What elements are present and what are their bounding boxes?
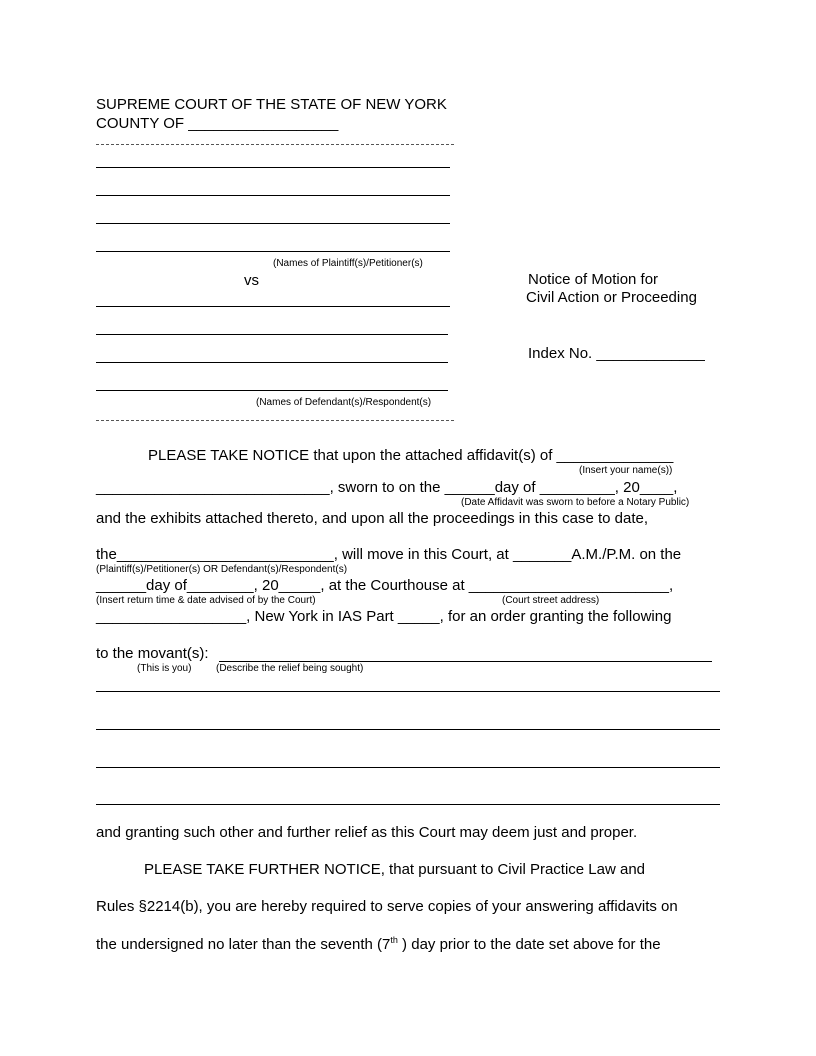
notice-paragraph-line-1: PLEASE TAKE NOTICE that upon the attached affidavit(s) of ______________	[148, 447, 674, 464]
plaintiff-label: (Names of Plaintiff(s)/Petitioner(s)	[273, 258, 423, 269]
notice-paragraph-line-3: and the exhibits attached thereto, and upon all the proceedings in this case to date,	[96, 510, 649, 527]
caption-top-divider	[96, 144, 454, 145]
relief-line-3[interactable]	[96, 729, 720, 730]
notice-paragraph-line-5: ______day of________, 20_____, at the Courthouse at ________________________,	[96, 577, 674, 594]
plaintiff-name-line-1[interactable]	[96, 167, 450, 168]
further-notice-line-3	[96, 936, 661, 952]
further-notice-text-b: ) day prior to the date set above for the	[397, 936, 661, 953]
court-name: SUPREME COURT OF THE STATE OF NEW YORK	[96, 96, 447, 113]
plaintiff-name-line-3[interactable]	[96, 223, 450, 224]
plaintiff-name-line-2[interactable]	[96, 195, 450, 196]
affiant-name-hint: (Insert your name(s))	[579, 465, 673, 476]
versus-label: vs	[244, 272, 259, 289]
relief-hint: (Describe the relief being sought)	[216, 663, 364, 674]
court-address-hint: (Court street address)	[502, 595, 600, 606]
defendant-name-line-4[interactable]	[96, 390, 448, 391]
further-notice-line-1: PLEASE TAKE FURTHER NOTICE, that pursuant to Civil Practice Law and	[144, 861, 646, 878]
document-title-line-2: Civil Action or Proceeding	[526, 289, 697, 306]
further-notice-line-2: Rules §2214(b), you are hereby required to serve copies of your answering affidavits on	[96, 898, 678, 915]
defendant-name-line-3[interactable]	[96, 362, 448, 363]
sworn-date-hint: (Date Affidavit was sworn to before a Notary Public)	[461, 497, 690, 508]
movant-hint: (This is you)	[137, 663, 192, 674]
notice-paragraph-line-4: the__________________________, will move in this Court, at _______A.M./P.M. on the	[96, 546, 682, 563]
notice-paragraph-line-8: and granting such other and further relief as this Court may deem just and proper.	[96, 824, 638, 841]
relief-line-2[interactable]	[96, 691, 720, 692]
notice-paragraph-line-2: ____________________________, sworn to on the ______day of _________, 20____,	[96, 479, 678, 496]
defendant-name-line-1[interactable]	[96, 306, 450, 307]
county-line: COUNTY OF __________________	[96, 115, 339, 132]
relief-line-1[interactable]	[219, 661, 712, 662]
relief-line-5[interactable]	[96, 804, 720, 805]
defendant-label: (Names of Defendant(s)/Respondent(s)	[256, 397, 432, 408]
further-notice-text-a: the undersigned no later than the seventh (7	[96, 936, 391, 953]
defendant-name-line-2[interactable]	[96, 334, 448, 335]
relief-line-4[interactable]	[96, 767, 720, 768]
return-time-hint: (Insert return time & date advised of by the Court)	[96, 595, 316, 606]
plaintiff-name-line-4[interactable]	[96, 251, 450, 252]
index-number-field[interactable]: Index No. _____________	[528, 345, 705, 362]
ordinal-suffix: th	[390, 935, 398, 945]
notice-paragraph-line-6: __________________, New York in IAS Part _____, for an order granting the following	[96, 608, 672, 625]
notice-paragraph-line-7: to the movant(s):	[96, 645, 209, 662]
document-title-line-1: Notice of Motion for	[528, 271, 659, 288]
party-role-hint: (Plaintiff(s)/Petitioner(s) OR Defendant(s)/Respondent(s)	[96, 564, 348, 575]
caption-bottom-divider	[96, 420, 454, 421]
